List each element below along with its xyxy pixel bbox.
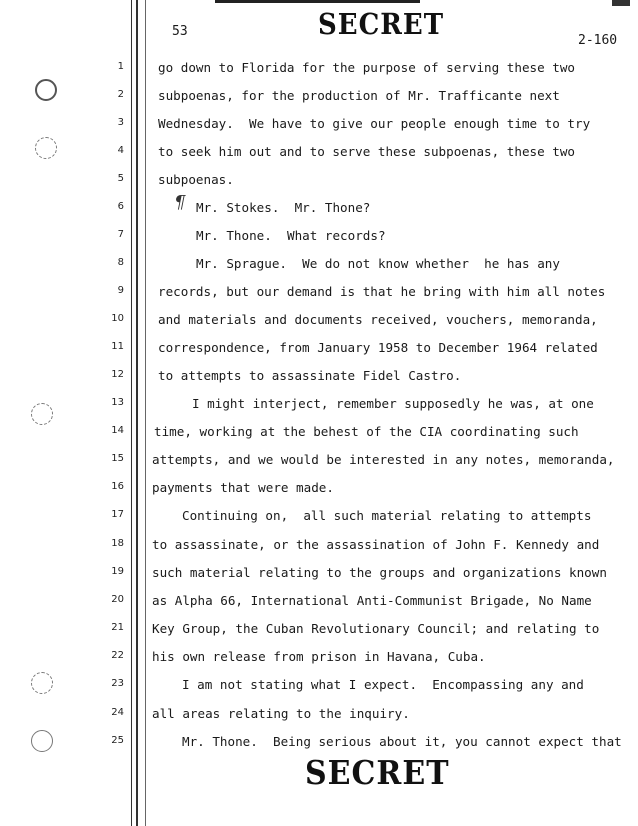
line-number: 22	[111, 650, 124, 661]
line-number: 25	[111, 735, 124, 746]
punch-hole-3	[31, 403, 53, 425]
transcript-line: subpoenas, for the production of Mr. Trafficante next	[158, 88, 560, 103]
line-number: 7	[117, 229, 124, 240]
line-number: 6	[117, 201, 124, 212]
line-number: 16	[111, 481, 124, 492]
transcript-line: attempts, and we would be interested in any notes, memoranda,	[152, 452, 615, 467]
line-number: 20	[111, 594, 124, 605]
punch-hole-4	[31, 672, 53, 694]
document-id: 2-160	[578, 33, 618, 48]
transcript-line: Wednesday. We have to give our people enough time to try	[158, 116, 591, 131]
page-number: 53	[172, 24, 188, 39]
line-number: 2	[117, 89, 124, 100]
line-number: 24	[111, 707, 124, 718]
line-number: 14	[111, 425, 124, 436]
line-number: 4	[117, 145, 124, 156]
line-number: 23	[111, 678, 124, 689]
line-number: 1	[117, 61, 124, 72]
line-number: 3	[117, 117, 124, 128]
punch-hole-5	[31, 730, 53, 752]
line-number: 19	[111, 566, 124, 577]
line-number: 17	[111, 509, 124, 520]
line-number: 11	[111, 341, 124, 352]
transcript-line: Key Group, the Cuban Revolutionary Council; and relating to	[152, 621, 600, 636]
line-number: 9	[117, 285, 124, 296]
transcript-line: correspondence, from January 1958 to December 1964 related	[158, 340, 598, 355]
transcript-line: to attempts to assassinate Fidel Castro.	[158, 368, 462, 383]
transcript-line: go down to Florida for the purpose of serving these two	[158, 60, 576, 75]
transcript-line: Mr. Thone. Being serious about it, you cannot expect that	[182, 734, 622, 749]
transcript-line: Continuing on, all such material relating to attempts	[182, 508, 592, 523]
secret-stamp-bottom: SECRET	[305, 754, 450, 793]
line-number: 10	[111, 313, 124, 324]
transcript-line: his own release from prison in Havana, Cuba.	[152, 649, 486, 664]
transcript-line: as Alpha 66, International Anti-Communist Brigade, No Name	[152, 593, 592, 608]
transcript-line: Mr. Sprague. We do not know whether he has any	[196, 256, 560, 271]
transcript-line: and materials and documents received, vouchers, memoranda,	[158, 312, 598, 327]
transcript-line: Mr. Thone. What records?	[196, 228, 386, 243]
transcript-line: I am not stating what I expect. Encompassing any and	[182, 677, 584, 692]
transcript-line: all areas relating to the inquiry.	[152, 706, 410, 721]
transcript-line: I might interject, remember supposedly he was, at one	[192, 396, 594, 411]
line-number: 13	[111, 397, 124, 408]
line-number: 21	[111, 622, 124, 633]
transcript-line: subpoenas.	[158, 172, 234, 187]
line-number: 18	[111, 538, 124, 549]
line-number: 15	[111, 453, 124, 464]
top-corner-mark	[612, 0, 630, 6]
handwritten-paragraph-mark: ¶	[174, 192, 186, 213]
transcript-line: to assassinate, or the assassination of John F. Kennedy and	[152, 537, 600, 552]
transcript-line: Mr. Stokes. Mr. Thone?	[196, 200, 371, 215]
transcript-line: to seek him out and to serve these subpoenas, these two	[158, 144, 576, 159]
line-number: 5	[117, 173, 124, 184]
transcript-line: such material relating to the groups and organizations known	[152, 565, 607, 580]
transcript-line: payments that were made.	[152, 480, 334, 495]
transcript-line: time, working at the behest of the CIA coordinating such	[154, 424, 579, 439]
margin-rule-outer	[131, 0, 132, 826]
margin-rule-double	[136, 0, 138, 826]
secret-stamp-top: SECRET	[318, 8, 445, 42]
transcript-line: records, but our demand is that he bring with him all notes	[158, 284, 606, 299]
margin-rule-inner	[145, 0, 146, 826]
line-number: 8	[117, 257, 124, 268]
punch-hole-1	[35, 79, 57, 101]
line-number: 12	[111, 369, 124, 380]
top-rule	[215, 0, 420, 3]
punch-hole-2	[35, 137, 57, 159]
